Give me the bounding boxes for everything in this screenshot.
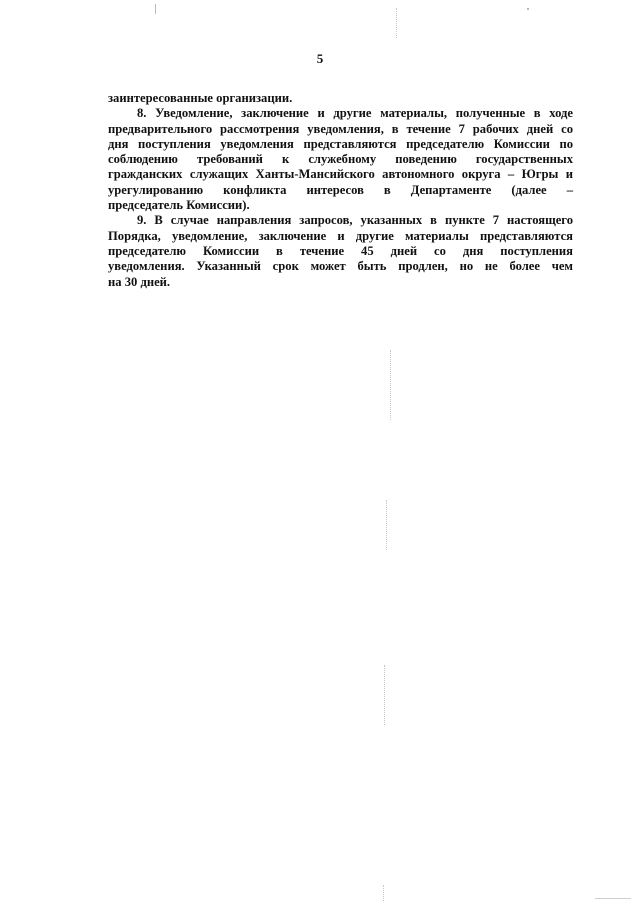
text-line: Порядка, уведомление, заключение и другие материалы представляются <box>108 228 573 243</box>
text-line: предварительного рассмотрения уведомления, в течение 7 рабочих дней со <box>108 121 573 136</box>
document-body <box>108 91 573 290</box>
text-line: гражданских служащих Ханты-Мансийского автономного округа – Югры и <box>108 167 573 182</box>
scan-artifact <box>155 4 156 14</box>
scan-artifact <box>527 8 529 10</box>
text-line: на 30 дней. <box>108 274 171 289</box>
page-number: 5 <box>316 51 324 66</box>
text-line: председателю Комиссии в течение 45 дней со дня поступления <box>108 243 573 258</box>
text-line: 8. Уведомление, заключение и другие материалы, полученные в ходе <box>137 106 573 121</box>
scan-artifact <box>386 500 388 550</box>
scan-artifact <box>384 665 386 725</box>
text-line: 9. В случае направления запросов, указанных в пункте 7 настоящего <box>137 213 573 228</box>
text-line: урегулированию конфликта интересов в Департаменте (далее – <box>108 182 573 197</box>
scan-artifact <box>383 885 385 901</box>
text-line: заинтересованные организации. <box>108 91 293 105</box>
scan-artifact <box>396 8 398 38</box>
scan-artifact <box>390 350 392 420</box>
text-line: дня поступления уведомления представляются председателю Комиссии по <box>108 136 573 151</box>
text-line: уведомления. Указанный срок может быть продлен, но не более чем <box>108 259 573 274</box>
text-line: председатель Комиссии). <box>108 198 250 213</box>
text-line: соблюдению требований к служебному поведению государственных <box>108 152 573 167</box>
scan-artifact <box>595 898 631 899</box>
